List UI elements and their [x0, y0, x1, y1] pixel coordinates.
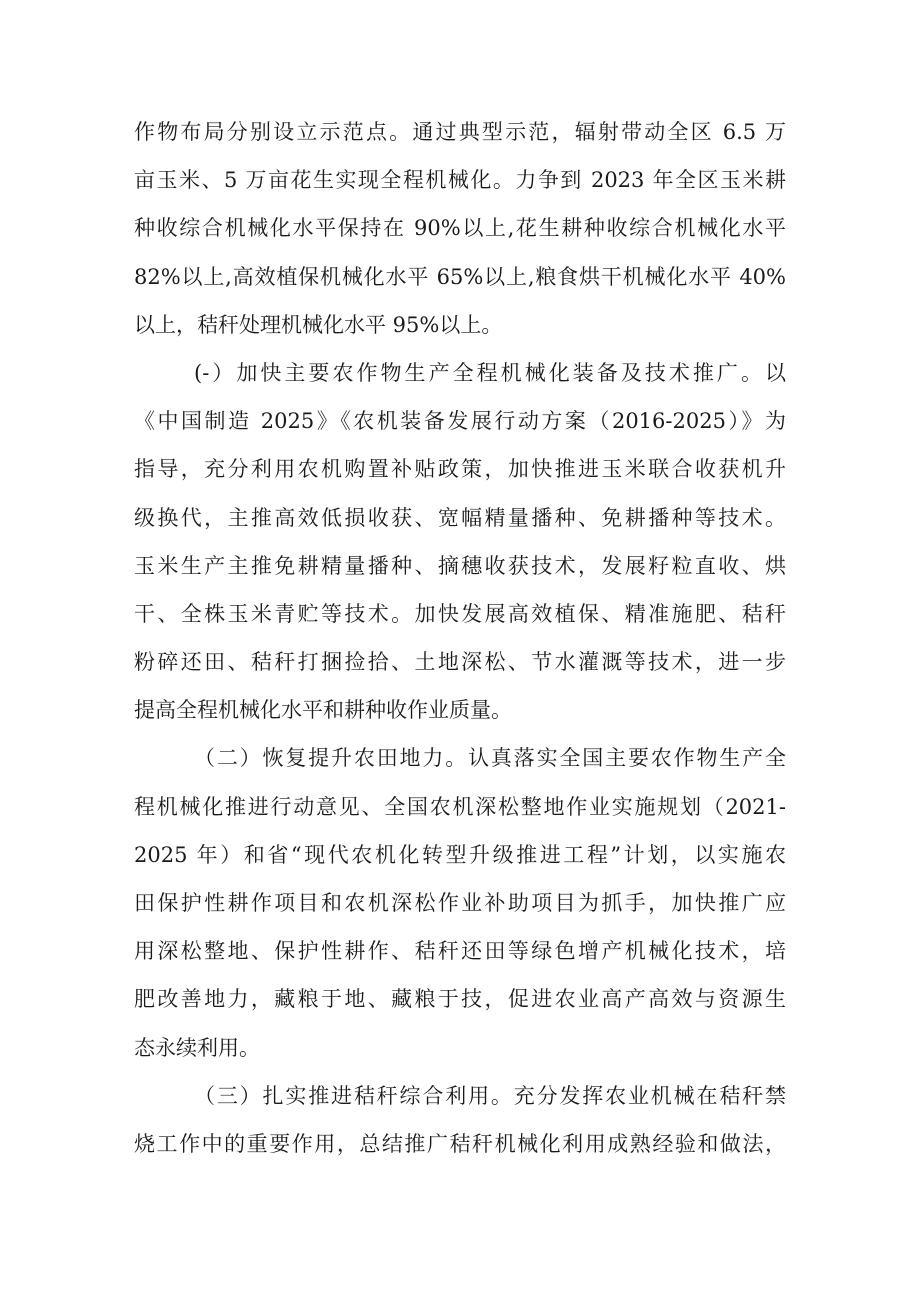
text-line: 用深松整地、保护性耕作、秸秆还田等绿色增产机械化技术，培 — [134, 939, 786, 964]
text-line: 干、全株玉米青贮等技术。加快发展高效植保、精准施肥、秸秆 — [134, 601, 786, 626]
paragraph-0 — [134, 108, 786, 349]
paragraph-3 — [134, 1072, 786, 1168]
text-line: （二）恢复提升农田地力。认真落实全国主要农作物生产全 — [194, 746, 786, 771]
text-line: 态永续利用。 — [134, 1035, 260, 1060]
text-line: 种收综合机械化水平保持在 90%以上,花生耕种收综合机械化水平 — [134, 216, 786, 241]
text-line: 烧工作中的重要作用，总结推广秸秆机械化利用成熟经验和做法， — [134, 1131, 786, 1156]
text-line: 以上，秸秆处理机械化水平 95%以上。 — [134, 312, 503, 337]
text-line: 玉米生产主推免耕精量播种、摘穗收获技术，发展籽粒直收、烘 — [134, 553, 786, 578]
text-line: (-）加快主要农作物生产全程机械化装备及技术推广。以 — [194, 360, 786, 385]
text-line: 亩玉米、5 万亩花生实现全程机械化。力争到 2023 年全区玉米耕 — [134, 168, 786, 193]
text-line: 《中国制造 2025》《农机装备发展行动方案（2016-2025）》为 — [134, 409, 786, 434]
text-line: 指导，充分利用农机购置补贴政策，加快推进玉米联合收获机升 — [134, 457, 786, 482]
paragraph-1 — [134, 349, 786, 735]
body-text — [134, 108, 786, 1168]
text-line: 级换代，主推高效低损收获、宽幅精量播种、免耕播种等技术。 — [134, 505, 786, 530]
text-line: （三）扎实推进秸秆综合利用。充分发挥农业机械在秸秆禁 — [194, 1083, 786, 1108]
text-line: 提高全程机械化水平和耕种收作业质量。 — [134, 698, 512, 723]
text-line: 粉碎还田、秸秆打捆捡拾、土地深松、节水灌溉等技术，进一步 — [134, 650, 786, 675]
text-line: 田保护性耕作项目和农机深松作业补助项目为抓手，加快推广应 — [134, 891, 786, 915]
text-line: 程机械化推进行动意见、全国农机深松整地作业实施规划（2021- — [134, 794, 786, 819]
paragraph-2 — [134, 734, 786, 1071]
text-line: 2025 年）和省“现代农机化转型升级推进工程”计划，以实施农 — [134, 842, 786, 867]
text-line: 肥改善地力，藏粮于地、藏粮于技，促进农业高产高效与资源生 — [134, 987, 786, 1012]
text-line: 作物布局分别设立示范点。通过典型示范，辐射带动全区 6.5 万 — [134, 120, 786, 144]
text-line: 82%以上,高效植保机械化水平 65%以上,粮食烘干机械化水平 40% — [134, 264, 786, 289]
